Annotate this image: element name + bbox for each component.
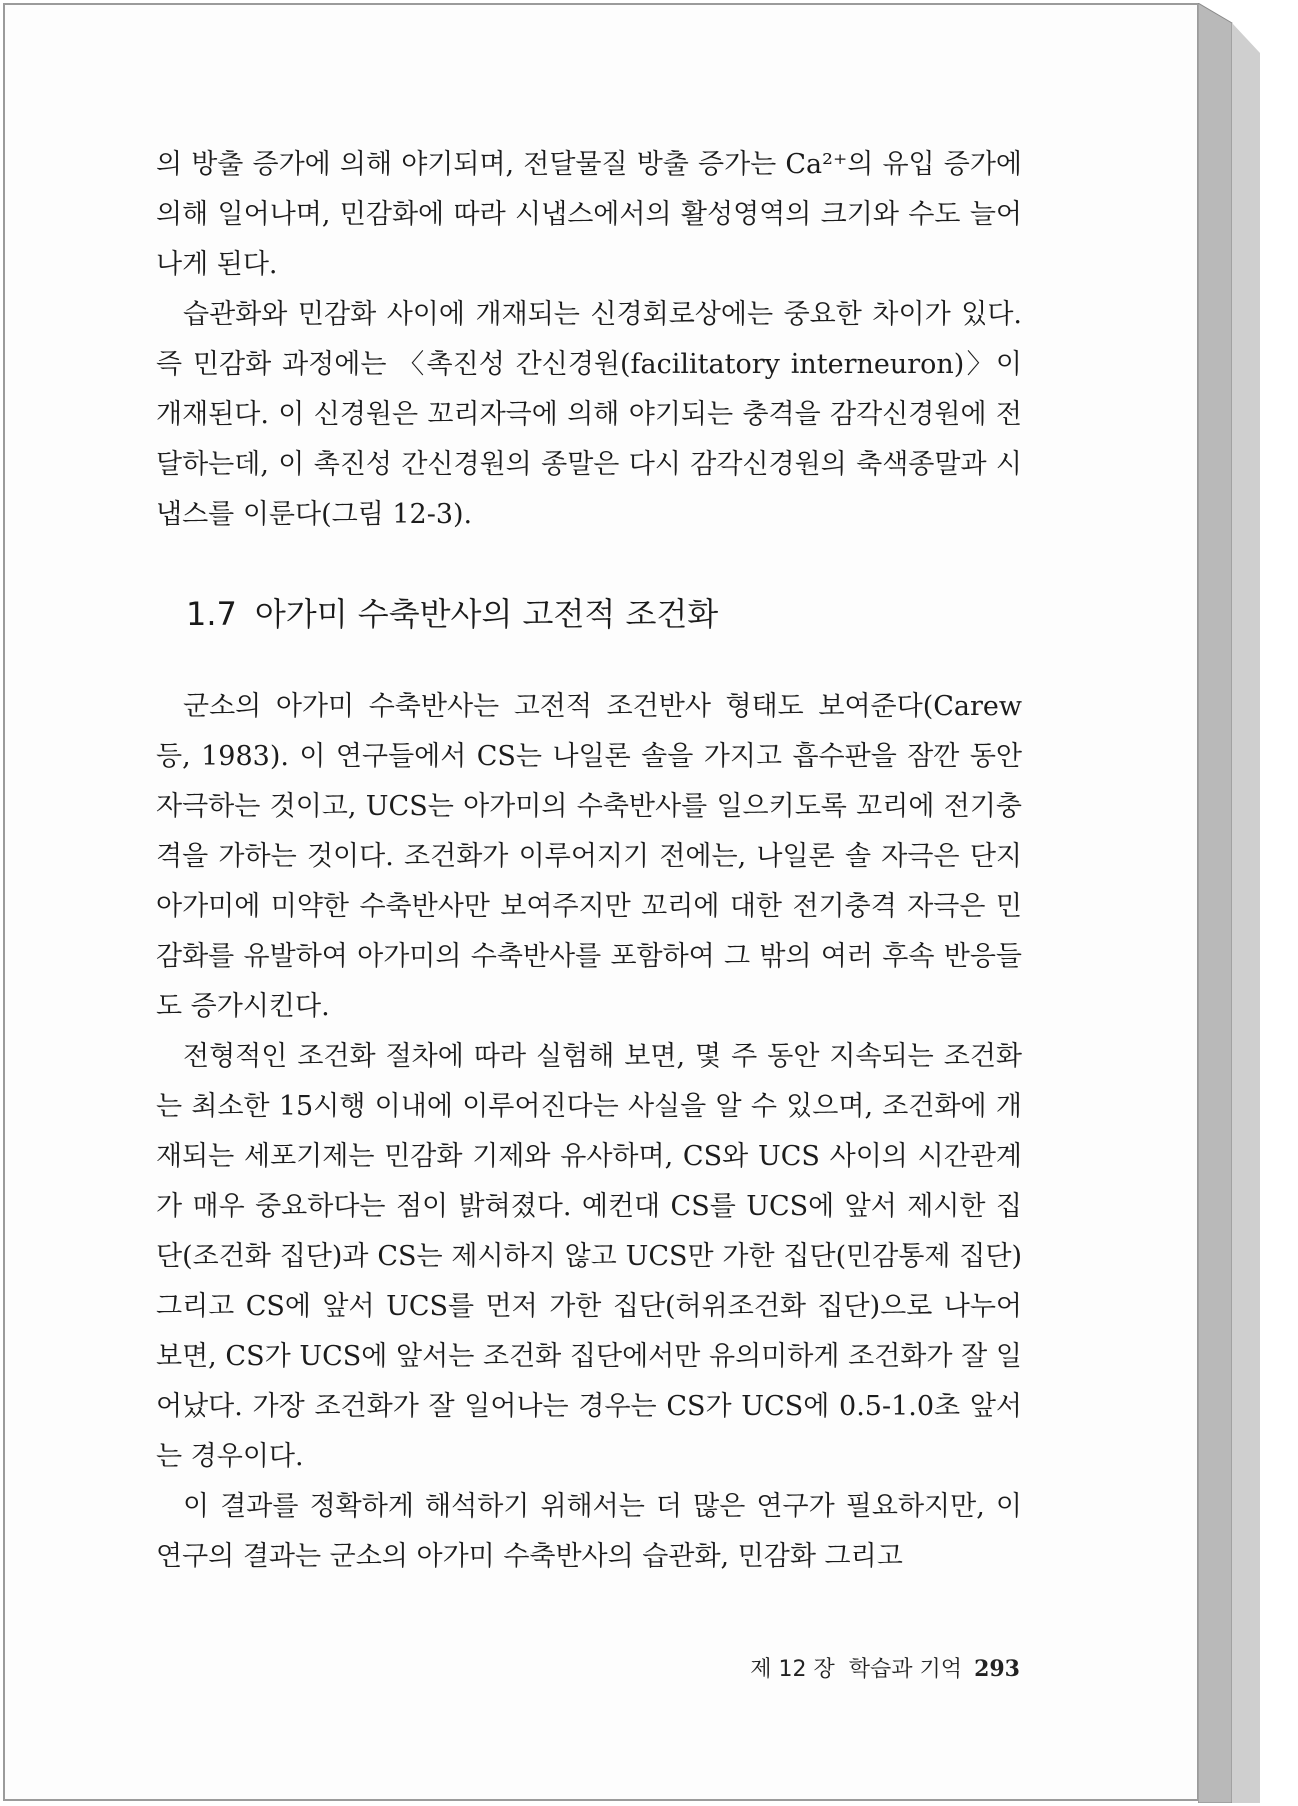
paragraph-4: 전형적인 조건화 절차에 따라 실험해 보면, 몇 주 동안 지속되는 조건화는 최소한 15시행 이내에 이루어진다는 사실을 알 수 있으며, 조건화에 개재되는 세포기제는 민감화 기제와 유사하며, CS와 UCS 사이의 시간관계가 매우 중요하다는 점이 밝혀졌다. 예컨대 CS를 UCS에 앞서 제시한 집단(조건화 집단)과 CS는 제시하지 않고 UCS만 가한 집단(민감통제 집단) 그리고 CS에 앞서 UCS를 먼저 가한 집단(허위조건화 집단)으로 나누어보면, CS가 UCS에 앞서는 조건화 집단에서만 유의미하게 조건화가 잘 일어났다. 가장 조건화가 잘 일어나는 경우는 CS가 UCS에 0.5-1.0초 앞서는 경우이다.	[156, 1041, 1022, 1472]
paragraph-1: 의 방출 증가에 의해 야기되며, 전달물질 방출 증가는 Ca²⁺의 유입 증가에 의해 일어나며, 민감화에 따라 시냅스에서의 활성영역의 크기와 수도 늘어나게 된다.	[156, 149, 1022, 280]
paragraph-5: 이 결과를 정확하게 해석하기 위해서는 더 많은 연구가 필요하지만, 이 연구의 결과는 군소의 아가미 수축반사의 습관화, 민감화 그리고	[156, 1491, 1022, 1572]
book-edge	[1198, 3, 1298, 1803]
paragraph-3: 군소의 아가미 수축반사는 고전적 조건반사 형태도 보여준다(Carew 등, 1983). 이 연구들에서 CS는 나일론 솔을 가지고 흡수판을 잠깐 동안 자극하는 것이고, UCS는 아가미의 수축반사를 일으키도록 꼬리에 전기충격을 가하는 것이다. 조건화가 이루어지기 전에는, 나일론 솔 자극은 단지 아가미에 미약한 수축반사만 보여주지만 꼬리에 대한 전기충격 자극은 민감화를 유발하여 아가미의 수축반사를 포함하여 그 밖의 여러 후속 반응들도 증가시킨다.	[156, 691, 1022, 1022]
page-body	[156, 140, 1022, 1582]
footer-title: 학습과 기억	[848, 1657, 963, 1682]
footer-chapter: 제 12 장	[750, 1657, 835, 1682]
section-title: 아가미 수축반사의 고전적 조건화	[254, 595, 719, 633]
section-number: 1.7	[186, 595, 237, 633]
page-number: 293	[974, 1656, 1020, 1682]
page-footer	[700, 1652, 1020, 1683]
paragraph-2: 습관화와 민감화 사이에 개재되는 신경회로상에는 중요한 차이가 있다. 즉 민감화 과정에는 〈촉진성 간신경원(facilitatory interneuron)〉이 개재된다. 이 신경원은 꼬리자극에 의해 야기되는 충격을 감각신경원에 전달하는데, 이 촉진성 간신경원의 종말은 다시 감각신경원의 축색종말과 시냅스를 이룬다(그림 12-3).	[156, 299, 1022, 530]
section-heading	[186, 592, 1022, 636]
